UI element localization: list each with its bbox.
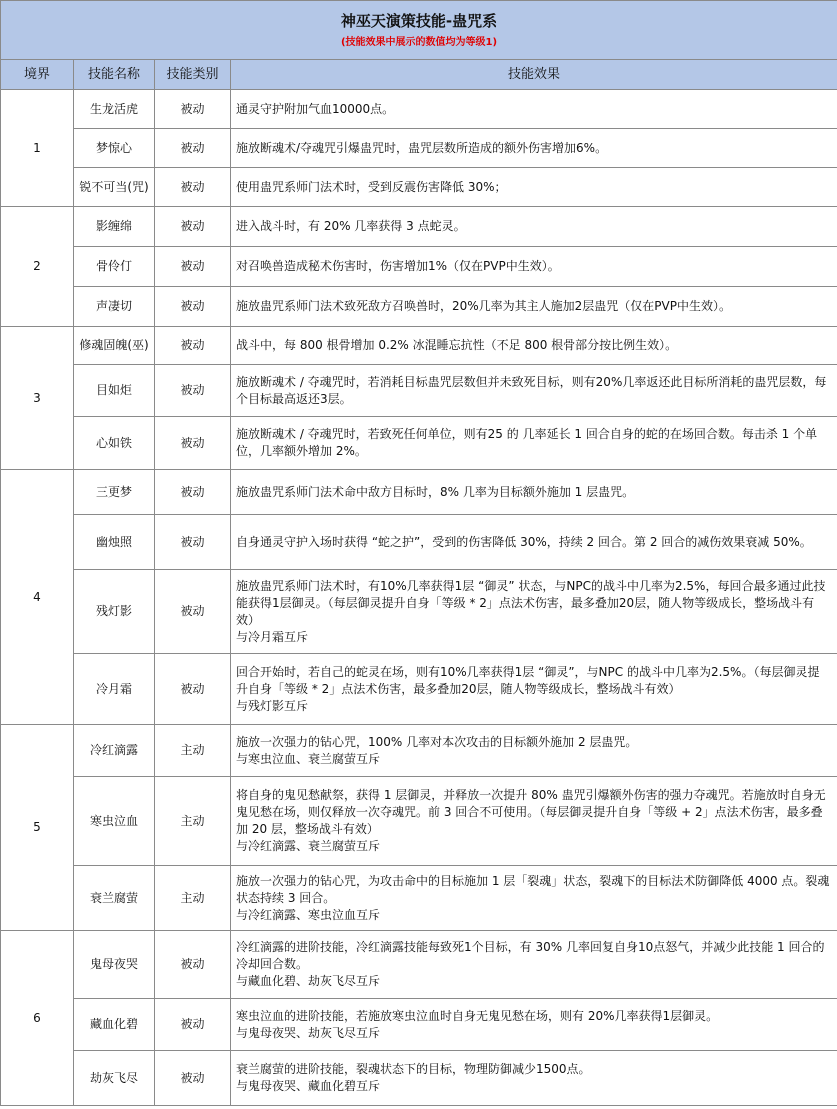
header-skill-effect: 技能效果: [231, 60, 837, 90]
effect-text: 施放断魂术 / 夺魂咒时，若消耗目标蛊咒层数但并未致死目标，则有20%几率返还此目标所消耗的蛊咒层数，每个目标最高返还3层。: [236, 374, 827, 406]
skill-name-cell: 冷月霜: [74, 654, 155, 725]
skill-type-cell: 被动: [155, 417, 231, 470]
skill-name-cell: 影缠绵: [74, 207, 155, 247]
skill-effect-cell: [231, 129, 837, 168]
skill-row: [1, 1051, 837, 1106]
skill-type-cell: 被动: [155, 931, 231, 999]
skill-type-cell: 被动: [155, 90, 231, 129]
skill-type-cell: 被动: [155, 168, 231, 207]
skill-type-cell: 被动: [155, 515, 231, 570]
realm-cell: 1: [1, 90, 74, 207]
effect-text: 冷红滴露的进阶技能，冷红滴露技能每致死1个目标，有 30% 几率回复自身10点怒气，并减少此技能 1 回合的冷却回合数。: [236, 940, 825, 971]
skill-type-cell: 主动: [155, 777, 231, 866]
skill-row: [1, 999, 837, 1051]
skill-type-cell: 被动: [155, 654, 231, 725]
table-title: 神巫天演策技能-蛊咒系: [340, 12, 498, 30]
effect-text: 衰兰腐萤的进阶技能，裂魂状态下的目标，物理防御减少1500点。: [236, 1062, 591, 1076]
skill-effect-cell: [231, 515, 837, 570]
skill-type-cell: 被动: [155, 129, 231, 168]
skill-effect-cell: [231, 417, 837, 470]
effect-text: 施放蛊咒系师门法术致死敌方召唤兽时，20%几率为其主人施加2层蛊咒（仅在PVP中生效）。: [236, 299, 731, 313]
exclusive-note: 与残灯影互斥: [236, 698, 309, 713]
skill-effect-cell: [231, 999, 837, 1051]
skill-type-cell: 被动: [155, 287, 231, 327]
effect-text: 战斗中，每 800 根骨增加 0.2% 冰混睡忘抗性（不足 800 根骨部分按比例生效）。: [236, 338, 678, 352]
skill-row: [1, 327, 837, 365]
header-row: [1, 60, 837, 90]
skill-effect-cell: [231, 777, 837, 866]
skill-name-cell: 三更梦: [74, 470, 155, 515]
skill-type-cell: 被动: [155, 570, 231, 654]
exclusive-note: 与冷红滴露、衰兰腐萤互斥: [236, 839, 381, 853]
title-cell: [1, 1, 837, 60]
header-skill-name: 技能名称: [74, 60, 155, 90]
realm-cell: 4: [1, 470, 74, 725]
skill-effect-cell: [231, 247, 837, 287]
skill-row: [1, 417, 837, 470]
skill-row: [1, 866, 837, 931]
skill-type-cell: 被动: [155, 1051, 231, 1106]
exclusive-note: 与藏血化碧、劫灰飞尽互斥: [236, 974, 381, 988]
skill-row: [1, 129, 837, 168]
skill-row: [1, 168, 837, 207]
skill-name-cell: 劫灰飞尽: [74, 1051, 155, 1106]
skill-effect-cell: [231, 866, 837, 931]
skill-effect-cell: [231, 725, 837, 777]
skill-effect-cell: [231, 168, 837, 207]
skill-name-cell: 心如铁: [74, 417, 155, 470]
skill-effect-cell: [231, 570, 837, 654]
realm-cell: 3: [1, 327, 74, 470]
skill-name-cell: 鬼母夜哭: [74, 931, 155, 999]
skill-effect-cell: [231, 327, 837, 365]
skill-row: [1, 654, 837, 725]
effect-text: 施放一次强力的钻心咒，为攻击命中的目标施加 1 层「裂魂」状态，裂魂下的目标法术防御降低 4000 点。裂魂状态持续 3 回合。: [236, 873, 830, 905]
effect-text: 施放蛊咒系师门法术命中敌方目标时，8% 几率为目标额外施加 1 层蛊咒。: [236, 484, 635, 499]
effect-text: 自身通灵守护入场时获得 “蛇之护”，受到的伤害降低 30%，持续 2 回合。第 2 回合的减伤效果衰减 50%。: [236, 534, 812, 549]
skill-name-cell: 锐不可当(咒): [74, 168, 155, 207]
exclusive-note: 与冷红滴露、寒虫泣血互斥: [236, 907, 381, 922]
skill-name-cell: 目如炬: [74, 365, 155, 417]
skill-effect-cell: [231, 287, 837, 327]
skill-effect-cell: [231, 365, 837, 417]
exclusive-note: 与鬼母夜哭、藏血化碧互斥: [236, 1079, 381, 1093]
skill-name-cell: 寒虫泣血: [74, 777, 155, 866]
effect-text: 施放断魂术/夺魂咒引爆蛊咒时，蛊咒层数所造成的额外伤害增加6%。: [236, 140, 608, 155]
effect-text: 回合开始时，若自己的蛇灵在场，则有10%几率获得1层 “御灵”，与NPC 的战斗中几率为2.5%。（每层御灵提升自身「等级 * 2」点法术伤害，最多叠加20层，随人物等级成长，整场战斗有效）: [236, 664, 820, 696]
skill-row: [1, 570, 837, 654]
skill-type-cell: 被动: [155, 207, 231, 247]
exclusive-note: 与冷月霜互斥: [236, 629, 309, 644]
effect-text: 将自身的鬼见愁献祭，获得 1 层御灵，并释放一次提升 80% 蛊咒引爆额外伤害的强力夺魂咒。若施放时自身无鬼见愁在场，则仅释放一次夺魂咒。前 3 回合不可使用。（每层御灵提升自身「等级 + 2」点法术伤害，最多叠加 20 层，整场战斗有效）: [236, 788, 826, 836]
effect-text: 使用蛊咒系师门法术时，受到反震伤害降低 30%；: [236, 179, 507, 194]
skill-effect-cell: [231, 470, 837, 515]
skill-name-cell: 衰兰腐萤: [74, 866, 155, 931]
header-realm: 境界: [1, 60, 74, 90]
skill-type-cell: 被动: [155, 327, 231, 365]
effect-text: 对召唤兽造成秘术伤害时，伤害增加1%（仅在PVP中生效）。: [236, 259, 560, 273]
header-skill-type: 技能类别: [155, 60, 231, 90]
skill-row: [1, 247, 837, 287]
skill-type-cell: 主动: [155, 725, 231, 777]
skill-type-cell: 主动: [155, 866, 231, 931]
exclusive-note: 与鬼母夜哭、劫灰飞尽互斥: [236, 1025, 381, 1040]
skill-name-cell: 声凄切: [74, 287, 155, 327]
skill-name-cell: 骨伶仃: [74, 247, 155, 287]
realm-cell: 5: [1, 725, 74, 931]
skill-row: [1, 207, 837, 247]
skill-type-cell: 被动: [155, 470, 231, 515]
realm-cell: 2: [1, 207, 74, 327]
skill-row: [1, 725, 837, 777]
skill-type-cell: 被动: [155, 999, 231, 1051]
skill-effect-cell: [231, 1051, 837, 1106]
skill-row: [1, 287, 837, 327]
title-row: [1, 1, 837, 60]
skill-effect-cell: [231, 90, 837, 129]
skill-effect-cell: [231, 654, 837, 725]
effect-text: 施放断魂术 / 夺魂咒时，若致死任何单位，则有25 的 几率延长 1 回合自身的蛇的在场回合数。每击杀 1 个单位，几率额外增加 2%。: [236, 427, 818, 458]
skill-name-cell: 幽烛照: [74, 515, 155, 570]
skill-type-cell: 被动: [155, 365, 231, 417]
skill-row: [1, 470, 837, 515]
table-subtitle: (技能效果中展示的数值均为等级1): [340, 37, 498, 48]
effect-text: 施放一次强力的钻心咒，100% 几率对本次攻击的目标额外施加 2 层蛊咒。: [236, 734, 638, 749]
effect-text: 施放蛊咒系师门法术时，有10%几率获得1层 “御灵” 状态，与NPC的战斗中几率为2.5%，每回合最多通过此技能获得1层御灵。（每层御灵提升自身「等级 * 2」点法术伤害，最多叠加20层，随人物等级成长，整场战斗有效）: [236, 578, 826, 627]
effect-text: 寒虫泣血的进阶技能，若施放寒虫泣血时自身无鬼见愁在场，则有 20%几率获得1层御灵。: [236, 1008, 719, 1023]
skill-name-cell: 冷红滴露: [74, 725, 155, 777]
effect-text: 通灵守护附加气血10000点。: [236, 101, 395, 116]
skill-row: [1, 365, 837, 417]
skill-effect-cell: [231, 207, 837, 247]
skill-row: [1, 931, 837, 999]
skill-row: [1, 90, 837, 129]
skill-type-cell: 被动: [155, 247, 231, 287]
skill-name-cell: 生龙活虎: [74, 90, 155, 129]
skill-row: [1, 515, 837, 570]
skill-row: [1, 777, 837, 866]
skill-name-cell: 修魂固魄(巫): [74, 327, 155, 365]
skill-name-cell: 梦惊心: [74, 129, 155, 168]
exclusive-note: 与寒虫泣血、衰兰腐萤互斥: [236, 751, 381, 766]
skill-name-cell: 残灯影: [74, 570, 155, 654]
skill-effect-cell: [231, 931, 837, 999]
effect-text: 进入战斗时，有 20% 几率获得 3 点蛇灵。: [236, 219, 466, 233]
skill-name-cell: 藏血化碧: [74, 999, 155, 1051]
realm-cell: 6: [1, 931, 74, 1106]
